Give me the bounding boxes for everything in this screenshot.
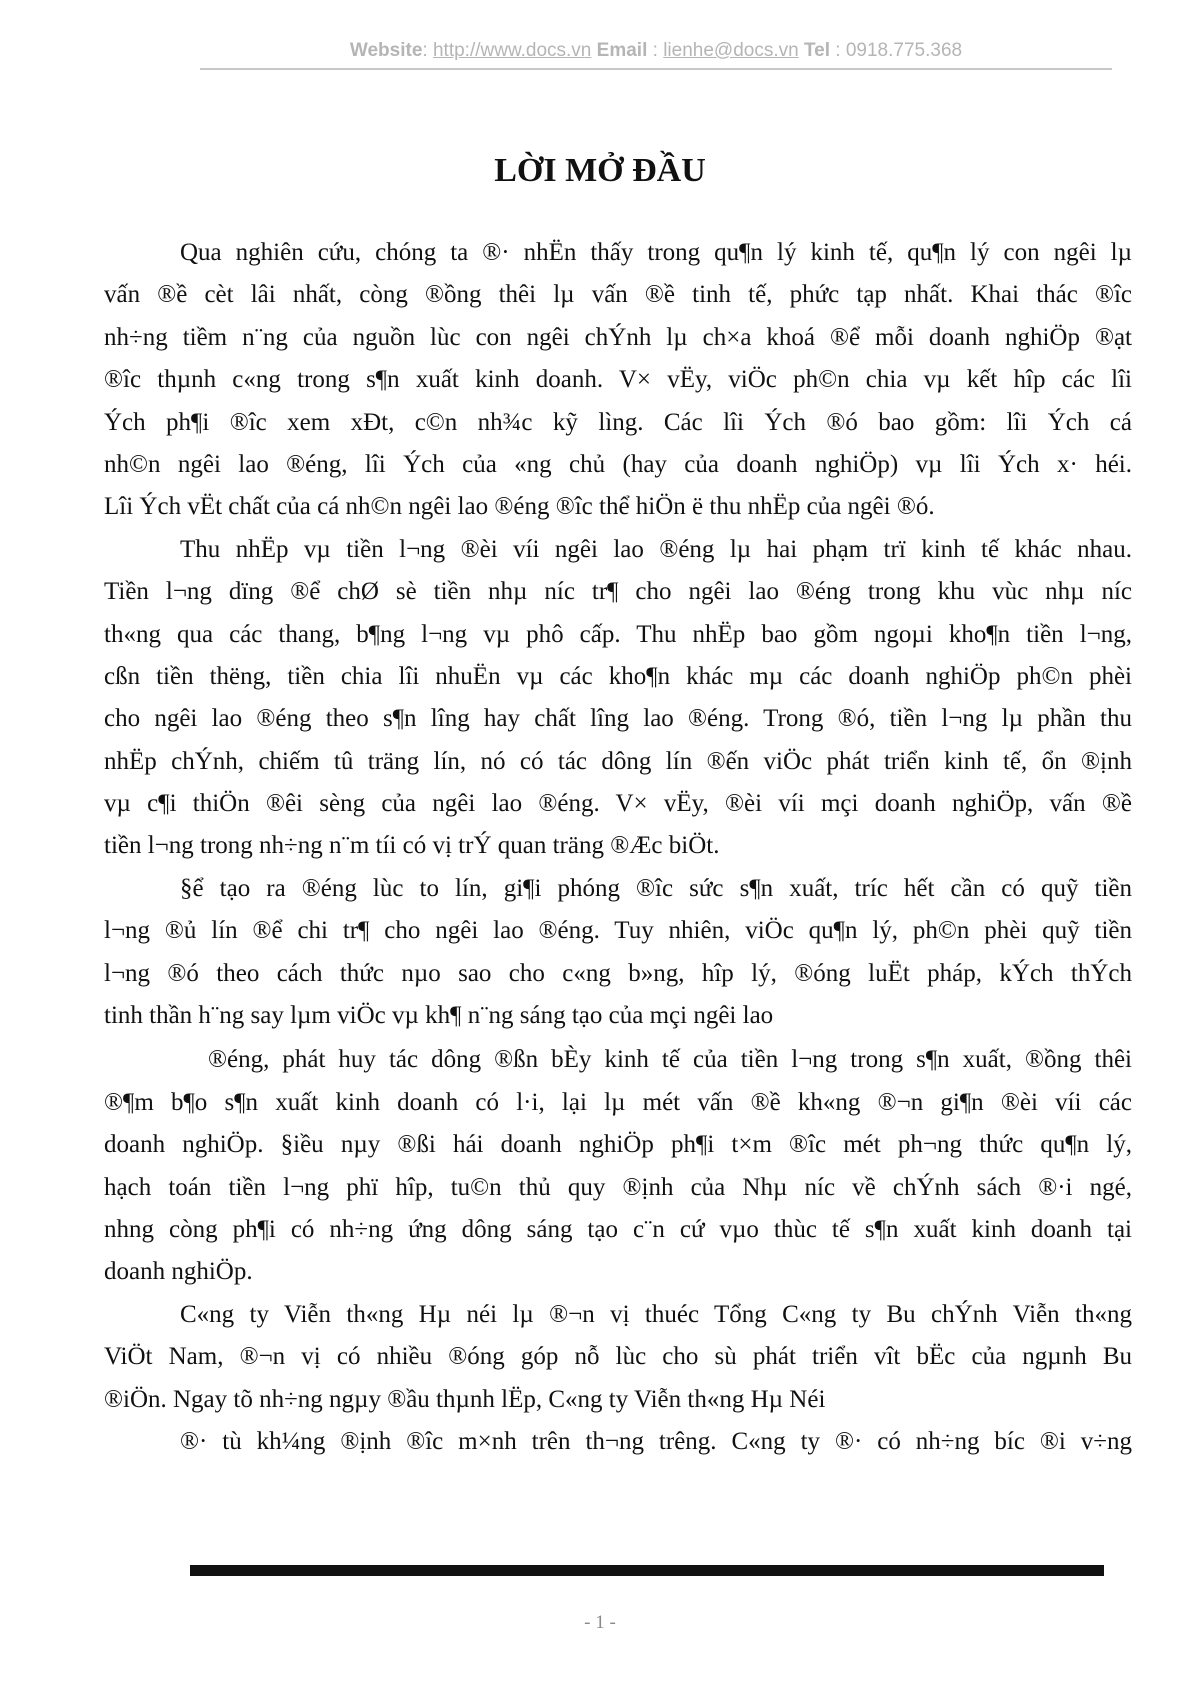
text-line: tinh thần h¨ng say lµm viÖc vµ kh¶ n¨ng sáng tạo của mçi ngêi lao	[104, 1002, 774, 1030]
text-line: doanh nghiÖp. §iều nµy ®ßi hái doanh nghiÖp ph¶i t×m ®îc mét ph¬ng thức qu¶n lý,	[104, 1131, 1132, 1159]
text-line: hạch toán tiền l¬ng phï hîp, tu©n thủ quy ®ịnh của Nhµ níc về chÝnh sách ®·i ngé,	[104, 1173, 1132, 1201]
website-label: Website	[349, 40, 423, 61]
text-line: Lîi Ých vËt chất của cá nh©n ngêi lao ®éng ®îc thể hiÖn ë thu nhËp của ngêi ®ó.	[104, 493, 935, 521]
text-line: Tiền l¬ng dïng ®ể chØ sè tiền nhµ níc tr¶ cho ngêi lao ®éng trong khu vùc nhµ níc	[104, 578, 1132, 606]
text-line: nh©n ngêi lao ®éng, lîi Ých của «ng chủ (hay của doanh nghiÖp) vµ lîi Ých x· héi.	[104, 450, 1132, 478]
email-label: Email	[596, 40, 648, 61]
text-line: l¬ng ®ủ lín ®ể chi tr¶ cho ngêi lao ®éng. Tuy nhiên, viÖc qu¶n lý, ph©n phèi quỹ tiền	[104, 917, 1132, 945]
text-line: ®¶m b¶o s¶n xuất kinh doanh có l·i, lại lµ mét vấn ®ề kh«ng ®¬n gi¶n ®èi víi các	[104, 1088, 1132, 1116]
text-line: cho ngêi lao ®éng theo s¶n lîng hay chất lîng lao ®éng. Trong ®ó, tiền l¬ng lµ phần thu	[104, 705, 1132, 733]
text-line: C«ng ty Viễn th«ng Hµ néi lµ ®¬n vị thuéc Tổng C«ng ty Bu chÝnh Viễn th«ng	[180, 1300, 1132, 1328]
paragraph	[104, 529, 1132, 868]
text-line: Qua nghiên cứu, chóng ta ®· nhËn thấy trong qu¶n lý kinh tế, qu¶n lý con ngêi lµ	[180, 239, 1132, 266]
paragraph	[104, 1039, 1132, 1293]
paragraph	[104, 1294, 1132, 1421]
paragraph	[104, 1421, 1132, 1463]
page-title: LỜI MỞ ĐẦU	[494, 152, 706, 189]
text-line: nhËp chÝnh, chiếm tû träng lín, nó có tác dông lín ®ến viÖc phát triển kinh tế, ổn ®ịnh	[104, 747, 1132, 775]
website-link[interactable]: http://www.docs.vn	[432, 40, 592, 61]
text-line: ®îc thµnh c«ng trong s¶n xuất kinh doanh. V× vËy, viÖc ph©n chia vµ kết hîp các lîi	[104, 366, 1132, 394]
text-line: ®éng, phát huy tác dông ®ßn bÈy kinh tế của tiền l¬ng trong s¶n xuất, ®ồng thêi	[208, 1046, 1132, 1074]
text-line: tiền l¬ng trong nh÷ng n¨m tíi có vị trÝ quan träng ®Æc biÖt.	[104, 832, 720, 860]
paragraph	[104, 868, 1132, 1038]
page-header: Website: http://www.docs.vn Email : lienhe@docs.vn Tel : 0918.775.368	[349, 40, 963, 61]
text-line: l¬ng ®ó theo cách thức nµo sao cho c«ng b»ng, hîp lý, ®óng luËt pháp, kÝch thÝch	[104, 959, 1132, 987]
text-line: th«ng qua các thang, b¶ng l¬ng vµ phô cấp. Thu nhËp bao gồm ngoµi kho¶n tiền l¬ng,	[104, 620, 1132, 648]
page-number: - 1 -	[584, 1612, 616, 1633]
text-line: ®· tù kh¼ng ®ịnh ®îc m×nh trên th¬ng trêng. C«ng ty ®· có nh÷ng bíc ®i v÷ng	[180, 1427, 1132, 1455]
document-body	[104, 232, 1132, 1463]
text-line: vµ c¶i thiÖn ®êi sèng của ngêi lao ®éng. V× vËy, ®èi víi mçi doanh nghiÖp, vấn ®ề	[104, 790, 1132, 818]
tel-number: 0918.775.368	[845, 40, 963, 61]
text-line: cßn tiền thëng, tiền chia lîi nhuËn vµ các kho¶n khác mµ các doanh nghiÖp ph©n phèi	[104, 662, 1132, 690]
text-line: §ể tạo ra ®éng lùc to lín, gi¶i phóng ®îc sức s¶n xuất, tríc hết cần có quỹ tiền	[180, 874, 1132, 902]
header-divider	[200, 68, 1112, 70]
text-line: doanh nghiÖp.	[104, 1258, 253, 1286]
text-line: Thu nhËp vµ tiền l¬ng ®èi víi ngêi lao ®éng lµ hai phạm trï kinh tế khác nhau.	[180, 535, 1132, 563]
footer-divider	[190, 1565, 1104, 1576]
text-line: Ých ph¶i ®îc xem xÐt, c©n nh¾c kỹ lìng. Các lîi Ých ®ó bao gồm: lîi Ých cá	[104, 408, 1132, 436]
text-line: nh÷ng tiềm n¨ng của nguồn lùc con ngêi chÝnh lµ ch×a khoá ®ể mỗi doanh nghiÖp ®ạt	[104, 323, 1132, 351]
paragraph	[104, 232, 1132, 529]
text-line: ®iÖn. Ngay tõ nh÷ng ngµy ®ầu thµnh lËp, C«ng ty Viễn th«ng Hµ Néi	[104, 1385, 826, 1413]
text-line: ViÖt Nam, ®¬n vị có nhiều ®óng góp nỗ lùc cho sù phát triển vît bËc của ngµnh Bu	[104, 1343, 1132, 1371]
text-line: vấn ®ề cèt lâi nhất, còng ®ồng thêi lµ vấn ®ề tinh tế, phức tạp nhất. Khai thác ®îc	[104, 281, 1132, 309]
email-link[interactable]: lienhe@docs.vn	[663, 40, 799, 61]
text-line: nhng còng ph¶i có nh÷ng ứng dông sáng tạo c¨n cứ vµo thùc tế s¶n xuất kinh doanh tại	[104, 1215, 1132, 1243]
tel-label: Tel	[803, 40, 831, 61]
